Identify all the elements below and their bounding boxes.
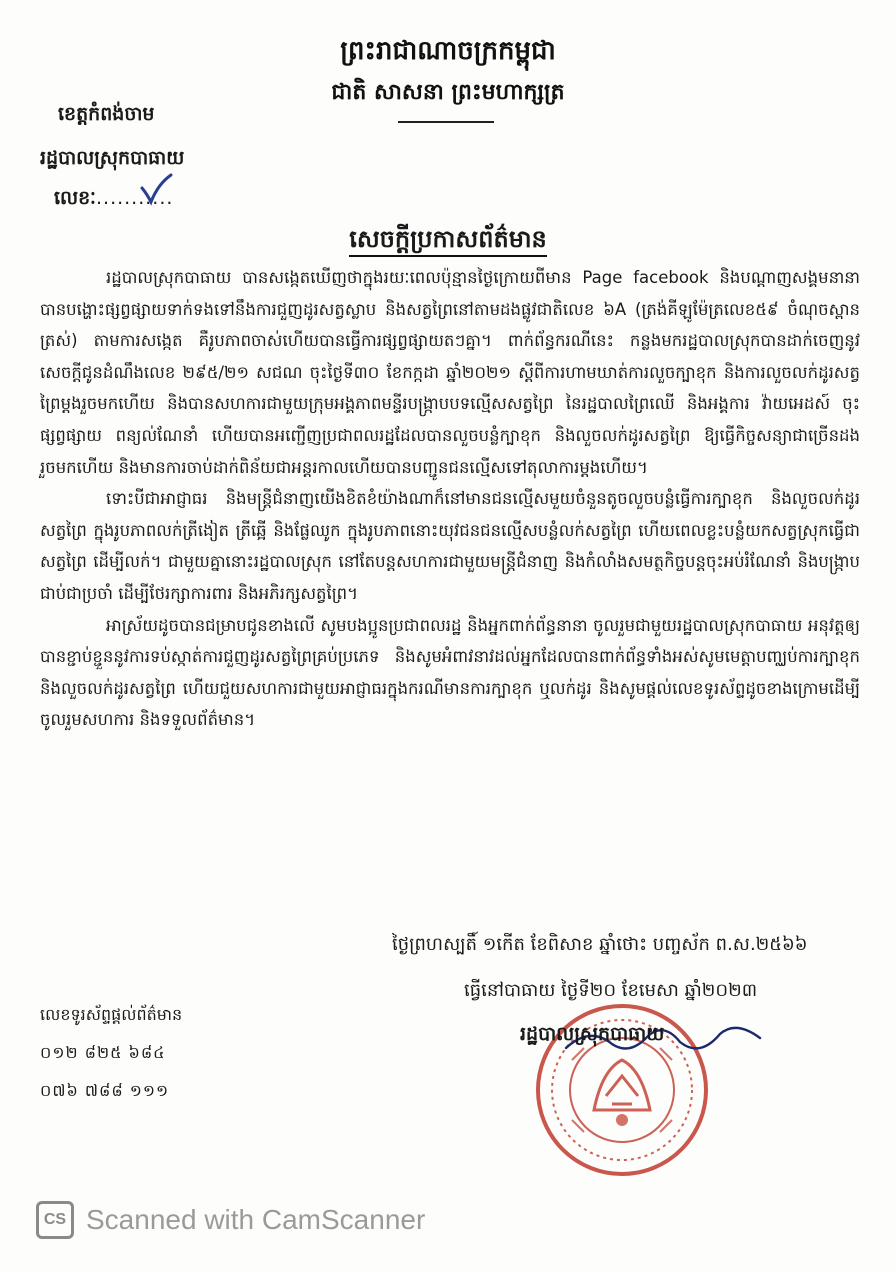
document-title-text: សេចក្ដីប្រកាសព័ត៌មាន xyxy=(349,225,547,257)
camscanner-logo-icon: CS xyxy=(36,1201,74,1239)
national-motto: ជាតិ សាសនា ព្រះមហាក្សត្រ xyxy=(331,80,565,105)
document-title xyxy=(0,224,896,259)
signatory-title: រដ្ឋបាលស្រុកបាធាយ xyxy=(520,1023,665,1045)
body-paragraph-2: ទោះបីជាអាជ្ញាធរ និងមន្ត្រីជំនាញយើងខិតខំយ៉ាងណាក៏នៅមានជនល្មើសមួយចំនួនតូចលួចបន្លំធ្វើការក្បាខុក និងលួចលក់ដូរសត្វព្រៃ ក្នុងរូបភាពលក់ត្រីងៀត ត្រីឆ្អើ និងផ្លែឈូក ក្នុងរូបភាពនោះយុវជនជនល្មើសបន្លំលក់សត្វព្រៃ ហើយពេលខ្លះបន្លំយកសត្វស្រុកធ្វើជាសត្វព្រៃ ដើម្បីលក់។ ជាមួយគ្នានោះរដ្ឋបាលស្រុក នៅតែបន្តសហការជាមួយមន្ត្រីជំនាញ និងកំលាំងសមត្ថកិច្ចបន្តចុះអប់រំណែនាំ និងបង្ក្រាបជាប់ជាប្រចាំ ដើម្បីថែរក្សាការពារ និងអភិរក្សសត្វព្រៃ។ xyxy=(40,489,860,603)
kingdom-title: ព្រះរាជាណាចក្រកម្ពុជា xyxy=(340,36,556,66)
contact-label: លេខទូរស័ព្ទផ្ដល់ព័ត៌មាន xyxy=(40,1005,183,1024)
scanner-watermark xyxy=(36,1200,425,1240)
watermark-text: Scanned with CamScanner xyxy=(86,1204,426,1235)
header-divider xyxy=(398,121,494,123)
body-paragraph-1: រដ្ឋបាលស្រុកបាធាយ បានសង្កេតឃើញថាក្នុងរយៈពេលប៉ុន្មានថ្ងៃក្រោយពីមាន Page facebook និងបណ្ដាញសង្គមនានា បានបង្ហោះផ្សព្វផ្សាយទាក់ទងទៅនឹងការជួញដូរសត្វស្លាប និងសត្វព្រៃនៅតាមដងផ្លូវជាតិលេខ ៦A (ត្រង់គីឡូម៉ែត្រលេខ៥៩ ចំណុចស្ពានត្រស់) តាមការសង្កេត គឺរូបភាពចាស់ហើយបានធ្វើការផ្សព្វផ្សាយតៗគ្នា។ ពាក់ព័ន្ធករណីនេះ កន្លងមករដ្ឋបាលស្រុកបានដាក់ចេញនូវសេចក្ដីជូនដំណឹងលេខ ២៩៥/២១ សជណ ចុះថ្ងៃទី៣០ ខែកក្កដា ឆ្នាំ២០២១ ស្ដីពីការហាមឃាត់ការលួចក្បាខុក និងការលួចលក់ដូរសត្វព្រៃម្ដងរួចមកហើយ និងបានសហការជាមួយក្រុមអង្គភាពមន្ទីរបង្ក្រាបបទល្មើសសត្វព្រៃ នៃរដ្ឋបាលព្រៃឈើ និងអង្គការ វ៉ាយអេដស៍ ចុះផ្សព្វផ្សាយ ពន្យល់ណែនាំ ហើយបានអញ្ជើញប្រជាពលរដ្ឋដែលបានលួចបន្លំក្បាខុក និងលួចលក់ដូរសត្វព្រៃ ឱ្យធ្វើកិច្ចសន្យាជាច្រើនដងរួចមកហើយ និងមានការចាប់ដាក់ពិន័យជាអន្តរកាលហើយបានបញ្ជូនជនល្មើសទៅតុលាការម្ដងហើយ។ xyxy=(40,268,860,477)
lunar-date: ថ្ងៃព្រហស្បតិ៍ ១កើត ខែពិសាខ ឆ្នាំថោះ បញ្ចស័ក ព.ស.២៥៦៦ xyxy=(392,934,808,955)
issue-date: ធ្វើនៅបាធាយ ថ្ងៃទី២០ ខែមេសា ឆ្នាំ២០២៣ xyxy=(464,980,758,1001)
contact-phone-1: ០១២ ៨២៥ ៦៨៤ xyxy=(40,1043,166,1062)
province-name: ខេត្តកំពង់ចាម xyxy=(58,103,155,125)
body-paragraph-3: អាស្រ័យដូចបានជម្រាបជូនខាងលើ សូមបងប្អូនប្រជាពលរដ្ឋ និងអ្នកពាក់ព័ន្ធនានា ចូលរួមជាមួយរដ្ឋបាលស្រុកបាធាយ អនុវត្តឲ្យបានខ្ជាប់ខ្ជួននូវការទប់ស្កាត់ការជួញដូរសត្វព្រៃគ្រប់ប្រភេទ និងសូមអំពាវនាវដល់អ្នកដែលបានពាក់ព័ន្ធទាំងអស់សូមមេត្តាបញ្ឈប់ការក្បាខុក និងលួចលក់ដូរសត្វព្រៃ ហើយជួយសហការជាមួយអាជ្ញាធរក្នុងករណីមានការក្បាខុក ឬលក់ដូរ និងសូមផ្ដល់លេខទូរស័ព្ទដូចខាងក្រោមដើម្បីចូលរួមសហការ និងទទួលព័ត៌មាន។ xyxy=(40,615,860,730)
district-admin-name: រដ្ឋបាលស្រុកបាធាយ xyxy=(40,147,185,169)
number-dots: ........... xyxy=(95,187,174,209)
contact-phone-2: ០៧៦ ៧៨៨ ១១១ xyxy=(40,1081,170,1100)
checkmark-icon xyxy=(138,172,174,206)
announcement-body xyxy=(40,262,860,736)
number-label: លេខៈ xyxy=(54,187,96,209)
